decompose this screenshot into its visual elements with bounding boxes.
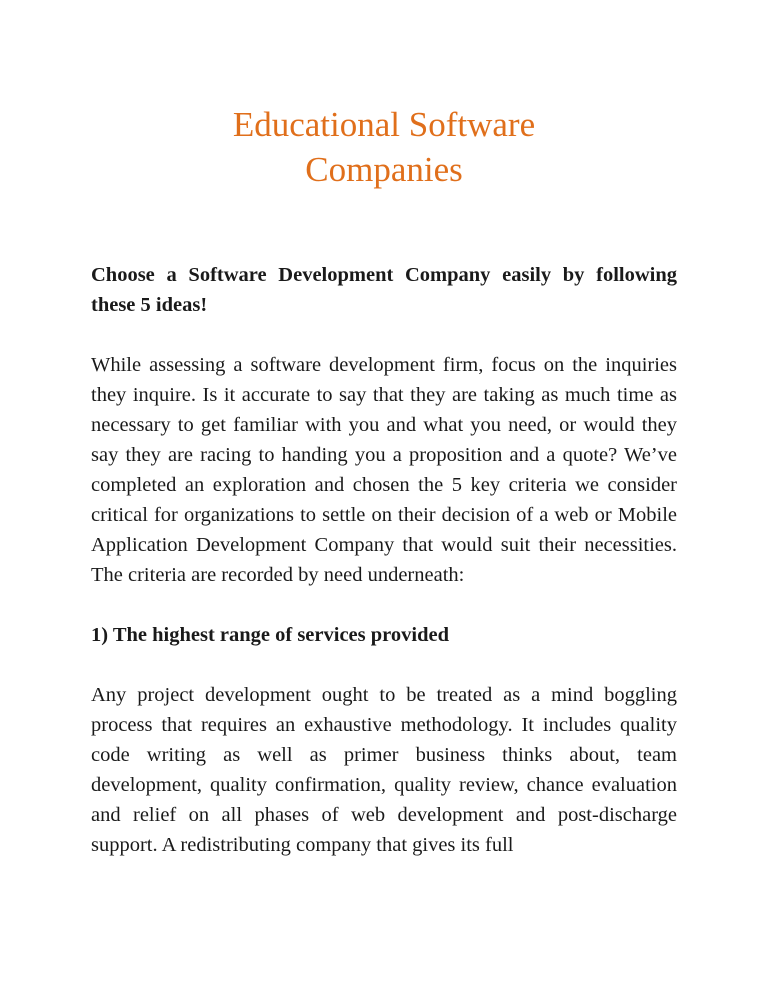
- title-line-2: Companies: [305, 150, 463, 189]
- section-1-heading: 1) The highest range of services provided: [91, 624, 449, 646]
- paragraph-1: While assessing a software development firm, focus on the inquiries they inquire. Is it accurate to say that they are taking as much time as necessary to get familiar with you and what you need, or would they say they are racing to handing you a proposition and a quote? We’ve completed an exploration and chosen the 5 key criteria we consider critical for organizations to settle on their decision of a web or Mobile Application Development Company that would suit their necessities. The criteria are recorded by need underneath:: [91, 354, 677, 586]
- document-title: [0, 102, 768, 192]
- intro-heading: Choose a Software Development Company easily by following these 5 ideas!: [91, 264, 677, 316]
- paragraph-2: Any project development ought to be treated as a mind boggling process that requires an exhaustive methodology. It includes quality code writing as well as primer business thinks about, team development, quality confirmation, quality review, chance evaluation and relief on all phases of web development and post-discharge support. A redistributing company that gives its full: [91, 684, 677, 856]
- document-body: [91, 260, 677, 860]
- title-line-1: Educational Software: [232, 105, 536, 144]
